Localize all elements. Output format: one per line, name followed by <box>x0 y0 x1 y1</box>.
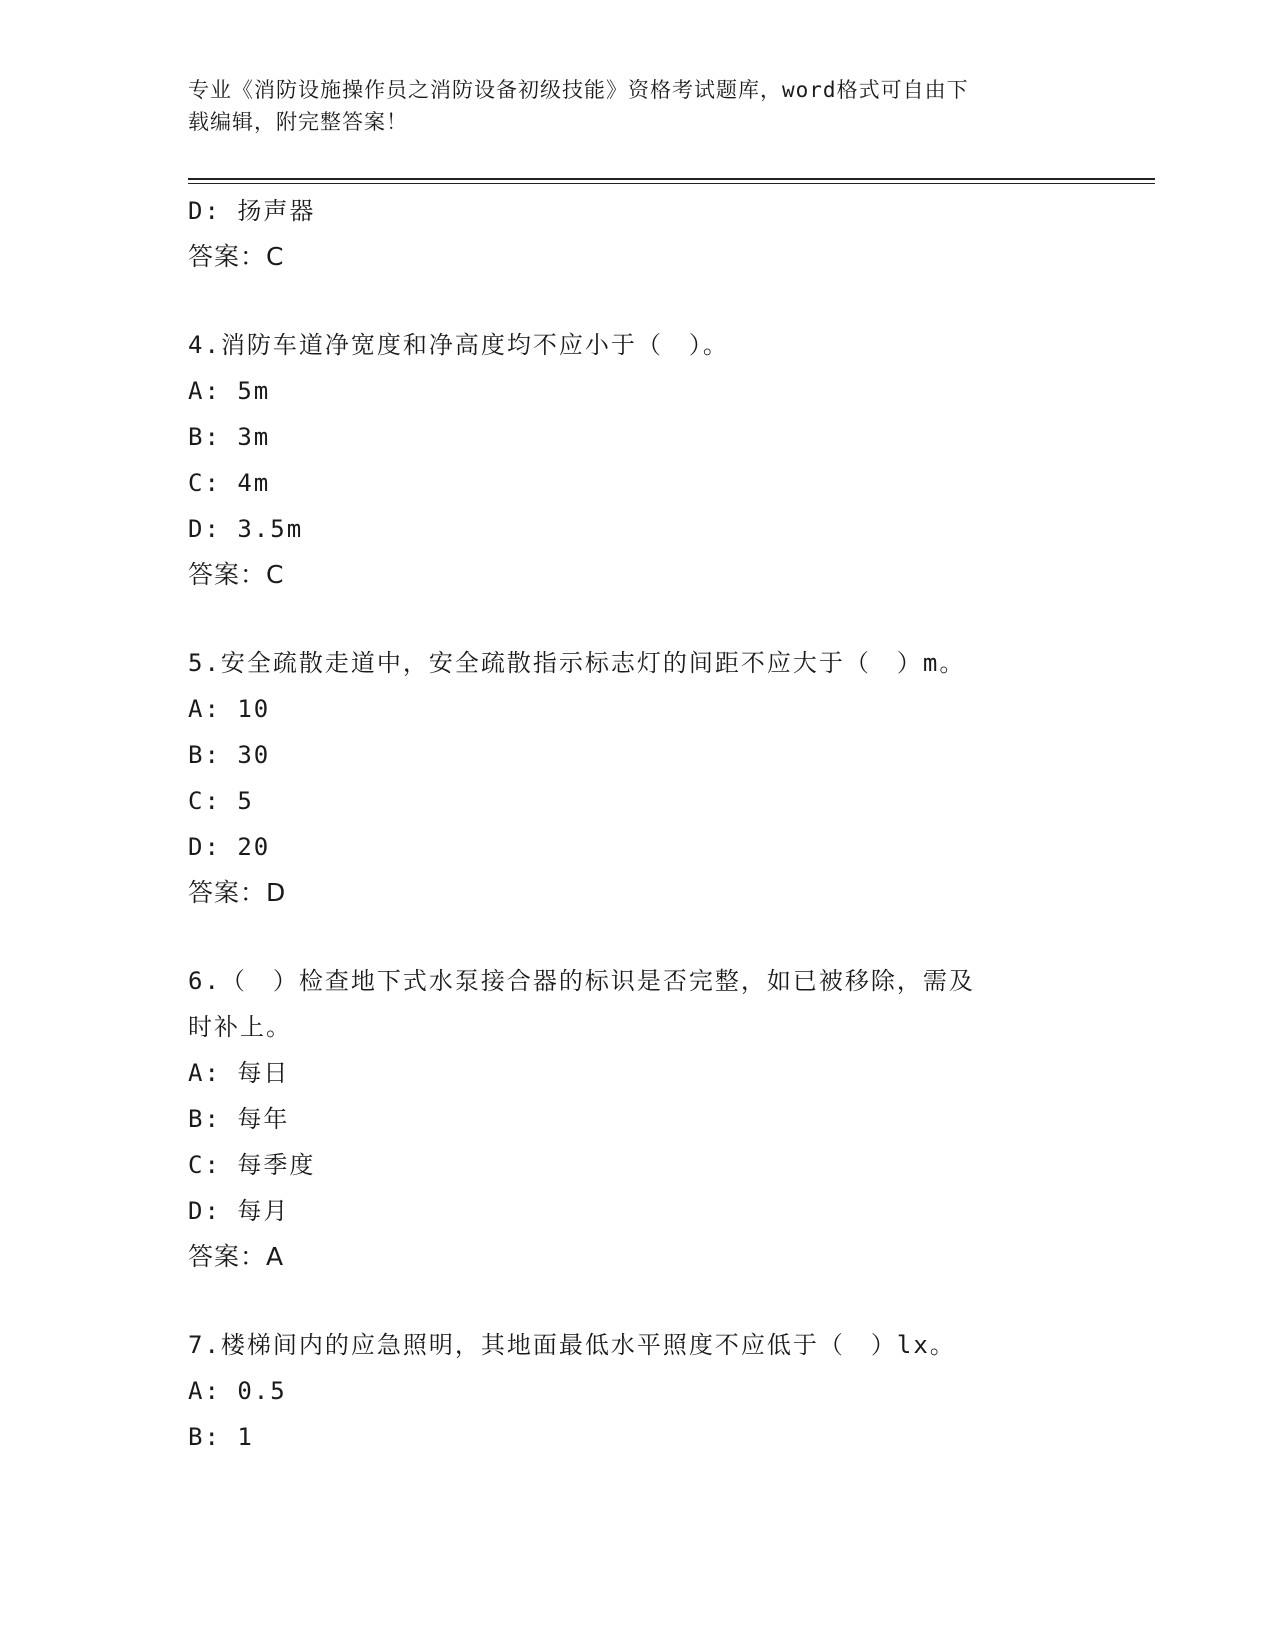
question-stem-line-1: 6.（ ）检查地下式水泵接合器的标识是否完整，如已被移除，需及 <box>188 967 975 995</box>
option-a: A: 5m <box>188 377 271 405</box>
option-d: D: 3.5m <box>188 515 304 543</box>
header-line-2: 载编辑，附完整答案！ <box>188 110 408 134</box>
option-b: B: 1 <box>188 1423 254 1451</box>
question-list <box>188 188 1148 1460</box>
document-header <box>188 74 1068 138</box>
answer-line: 答案：C <box>188 242 285 271</box>
option-b: B: 每年 <box>188 1105 290 1133</box>
option-a: A: 10 <box>188 695 271 723</box>
question-stem: 7.楼梯间内的应急照明，其地面最低水平照度不应低于（ ）lx。 <box>188 1331 956 1359</box>
option-d: D: 20 <box>188 833 271 861</box>
option-b: B: 3m <box>188 423 271 451</box>
header-line-1: 专业《消防设施操作员之消防设备初级技能》资格考试题库，word格式可自由下 <box>188 78 969 102</box>
option-c: C: 每季度 <box>188 1151 316 1179</box>
option-a: A: 每日 <box>188 1059 290 1087</box>
question-fragment <box>188 188 1148 280</box>
question-6 <box>188 958 1148 1280</box>
question-stem-line-2: 时补上。 <box>188 1013 292 1041</box>
header-divider-thick <box>188 178 1155 180</box>
option-a: A: 0.5 <box>188 1377 287 1405</box>
answer-line: 答案：C <box>188 560 285 589</box>
question-4 <box>188 322 1148 598</box>
option-c: C: 5 <box>188 787 254 815</box>
header-divider-thin <box>188 183 1155 184</box>
question-7 <box>188 1322 1148 1460</box>
question-stem: 5.安全疏散走道中，安全疏散指示标志灯的间距不应大于（ ）m。 <box>188 649 966 677</box>
answer-line: 答案：A <box>188 1242 285 1271</box>
option-d: D: 扬声器 <box>188 197 316 225</box>
option-d: D: 每月 <box>188 1197 290 1225</box>
option-c: C: 4m <box>188 469 271 497</box>
question-stem: 4.消防车道净宽度和净高度均不应小于（ ）。 <box>188 331 729 359</box>
option-b: B: 30 <box>188 741 271 769</box>
question-5 <box>188 640 1148 916</box>
answer-line: 答案：D <box>188 878 287 907</box>
